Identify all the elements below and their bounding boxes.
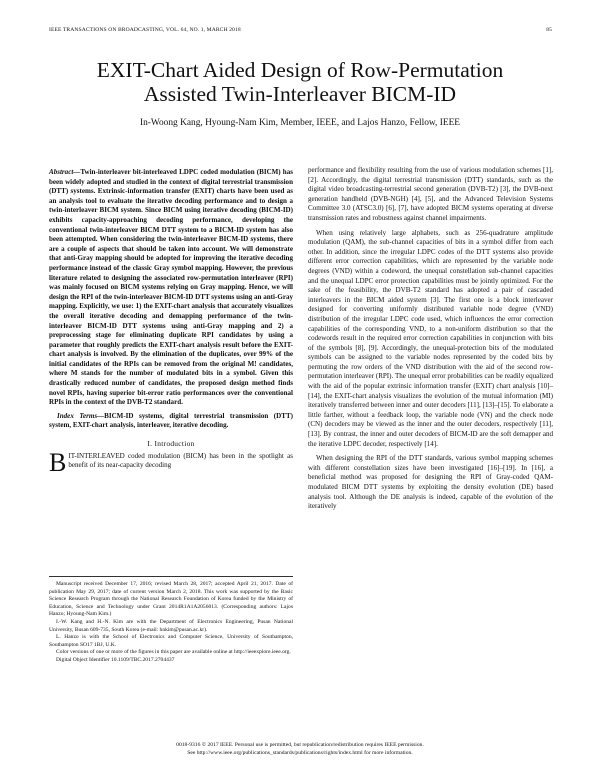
index-terms-text: BICM-ID systems, digital terrestrial transmission (DTT) system, EXIT-chart analysis, interleaver, iterative decoding. <box>49 411 293 430</box>
author-list: In-Woong Kang, Hyoung-Nam Kim, Member, IEEE, and Lajos Hanzo, Fellow, IEEE <box>139 118 461 128</box>
footnote-color-versions: Color versions of one or more of the figures in this paper are available online at http://ieeexplore.ieee.org. <box>56 649 291 656</box>
title-line-2: Assisted Twin-Interleaver BICM-ID <box>143 82 457 106</box>
paper-title <box>40 58 560 106</box>
body-paragraph-3: When designing the RPI of the DTT standards, various symbol mapping schemes with different constellation sizes have been investigated [16]–[19]. In [16], a beneficial method was proposed for designing the RPI of Gray-coded QAM-modulated BICM DTT systems by exploiting the density evolution (DE) based analysis tool. Although the DE analysis is indeed, capable of the evolution of the iteratively <box>308 454 553 511</box>
abstract-text: Twin-interleaver bit-interleaved LDPC coded modulation (BICM) has been widely adopted and studied in the context of digital terrestrial transmission (DTT) systems. Extrinsic-information transfer (EXIT) charts have been used as an analysis tool to evaluate the iterative decoding performance and to design a twin-interleaver BICM system. Since BICM using iterative decoding (BICM-ID) exhibits capacity-approaching decoding performance, developing the conventional twin-interleaver BICM DTT system to a BICM-ID system has also been attempted. When considering the twin-interleaver BICM-ID systems, there are a couple of aspects that should be taken into account. We will demonstrate that anti-Gray mapping should be adopted for improving the iterative decoding performance instead of the classic Gray symbol mapping. However, the previous literature related to designing the associated row-permutation interleaver (RPI) was mainly focused on BICM systems relying on Gray mapping. Hence, we will design the RPI of the twin-interleaver BICM-ID DTT systems using an anti-Gray mapping. Explicitly, we use: 1) the EXIT-chart analysis that accurately visualizes the overall iterative decoding and demapping performance of the twin-interleaver BICM-ID DTT systems using anti-Gray mapping and 2) a preprocessing stage for eliminating duplicate RPI candidates by using a parameter that roughly predicts the EXIT-chart analysis result before the EXIT-chart analysis is involved. By the elimination of the duplicates, over 99% of the initial candidates of the RPIs can be removed from the original M! candidates, where M stands for the number of modulated bits in a symbol. Given this drastically reduced number of candidates, the proposed design method finds novel RPIs, having superior bit-error ratio performances over the conventional RPIs in the context of the DVB-T2 standard. <box>49 168 293 407</box>
footnote-affiliation-2: L. Hanzo is with the School of Electronics and Computer Science, University of Southampton, Southampton SO17 1BJ, U.K. <box>49 634 293 648</box>
copyright-line: 0018-9316 © 2017 IEEE. Personal use is permitted, but republication/redistribution requires IEEE permission. <box>176 742 424 748</box>
footnote-affiliation-1: I.-W. Kang and H.-N. Kim are with the Department of Electronics Engineering, Pusan National University, Busan 609-735, South Korea (e-mail: hnkim@pusan.ac.kr). <box>49 618 293 633</box>
running-header <box>49 27 552 37</box>
footnote-doi: Digital Object Identifier 10.1109/TBC.2017.2704437 <box>56 656 175 663</box>
footnote-rule <box>49 576 293 577</box>
abstract <box>49 168 293 408</box>
journal-name: IEEE TRANSACTIONS ON BROADCASTING, VOL. 64, NO. 1, MARCH 2018 <box>49 27 241 33</box>
body-paragraph-1: performance and flexibility resulting from the use of various modulation schemes [1], [2]. Accordingly, the digital terrestrial transmission (DTT) standards, such as the digital video broadcasting-terrestrial second generation (DVB-T2) [3], the DVB-next generation handheld (DVB-NGH) [4], [5], and the Advanced Television Systems Committee 3.0 (ATSC3.0) [6], [7], have adopted BICM systems operating at diverse transmission rates and robustness against channel impairments. <box>308 166 553 222</box>
footnotes <box>49 576 293 665</box>
section-heading-introduction: I. Introduction <box>147 439 195 449</box>
footnote-manuscript: Manuscript received December 17, 2016; revised March 28, 2017; accepted April 21, 2017. Date of publication May 29, 2017; date of current version March 2, 2018. This work was supported by the Basic Science Research Program through the National Research Foundation of Korea funded by the Ministry of Education, Science and Technology under Grant 2014R1A1A2056013. (Corresponding authors: Lajos Hanzo; Hyoung-Nam Kim.) <box>49 581 293 618</box>
right-column <box>308 166 553 512</box>
index-terms <box>49 412 293 431</box>
intro-text: IT-INTERLEAVED coded modulation (BICM) has been in the spotlight as benefit of its near-capacity decoding <box>68 451 293 470</box>
rights-link-line: See http://www.ieee.org/publications_standards/publications/rights/index.html for more information. <box>187 749 413 756</box>
intro-paragraph <box>49 447 293 477</box>
title-line-1: EXIT-Chart Aided Design of Row-Permutation <box>96 58 504 82</box>
page-number: 85 <box>546 27 552 33</box>
body-paragraph-2: When using relatively large alphabets, such as 256-quadrature amplitude modulation (QAM), the sub-channel capacities of bits in a symbol differ from each other. In addition, since the irregular LDPC codes of the DTT systems also provide different error correction capabilities, which are represented by the variable node degrees (VND) within a codeword, the unequal constellation sub-channel capacities and the unequal LDPC error protection capabilities must be jointly optimized. For the sake of the feasibility, the DVB-T2 standard has adopted a pair of cascaded interleavers in the BICM aided system [3]. The first one is a block interleaver designed for converting uniformly distributed variable node degree (VND) distribution of the irregular LDPC code used, which influences the error correction capabilities of the corresponding VND, to a non-uniform distribution so that the codewords result in the required error correction capabilities in conjunction with bits of the symbols [8], [9]. Accordingly, the unequal-protection bits of the modulated symbols can be assigned to the variable nodes represented by the coded bits by permuting the row orders of the VND distribution with the aid of the second row-permutation interleaver (RPI). The unequal error probabilities can be readily equalized with the aid of the popular extrinsic information transfer (EXIT) chart analysis [10]–[14], the EXIT-chart analysis visualizes the evolution of the mutual information (MI) iteratively transferred between inner and outer decoders [11], [13]–[15]. To elaborate a little farther, without a feedback loop, the variable node (VN) and the check node (CN) decoders may be viewed as the inner and the outer decoders, respectively [11], [13]. By contrast, the inner and outer decoders of BICM-ID are the soft demapper and the iterative LDPC decoder, respectively [14]. <box>308 228 553 448</box>
drop-cap: B <box>49 447 67 477</box>
copyright-footer <box>40 742 560 757</box>
left-column <box>49 168 293 477</box>
abstract-label: Abstract— <box>49 168 81 176</box>
index-terms-label: Index Terms— <box>57 411 105 420</box>
